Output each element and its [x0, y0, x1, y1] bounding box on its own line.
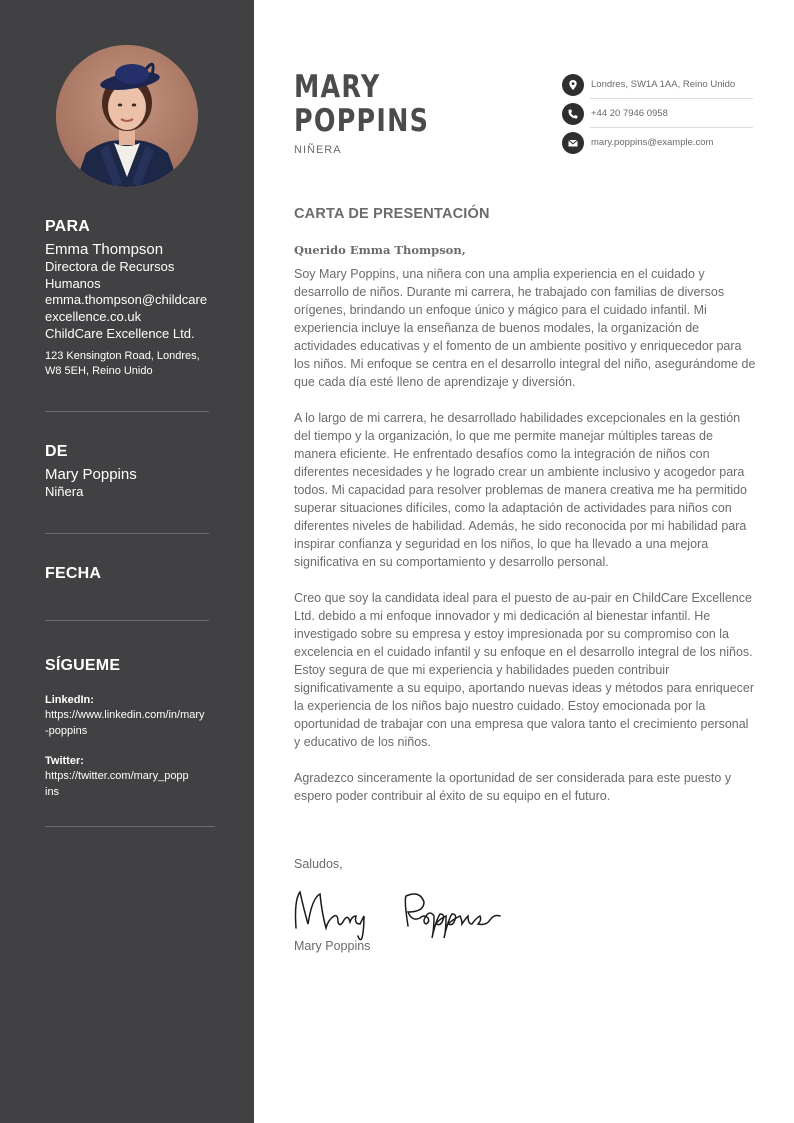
social-heading: SÍGUEME — [45, 657, 121, 674]
paragraph: Soy Mary Poppins, una niñera con una amplia experiencia en el cuidado y desarrollo de niños. Durante mi carrera, he trabajado con familias de diversos orígenes, brindando un enfoque único y mágico para el cuidado infantil. Mi experiencia incluye la enseñanza de buenos modales, la organización de actividades educativas y el fomento de un ambiente positivo y enriquecedor para los niños. Mi enfoque se centra en el desarrollo integral del niño, asegurándome de que cada día esté lleno de aprendizaje y diversión. — [294, 267, 756, 389]
twitter-link-line1[interactable]: https://twitter.com/mary_popp — [45, 770, 189, 782]
recipient-email-line1[interactable]: emma.thompson@childcare — [45, 292, 208, 307]
recipient-title: Directora de Recursos Humanos — [45, 259, 175, 291]
social-section — [45, 657, 215, 800]
recipient-email-line2[interactable]: excellence.co.uk — [45, 308, 142, 324]
twitter-link-line2[interactable]: ins — [45, 785, 60, 798]
contact-address-text: Londres, SW1A 1AA, Reino Unido — [591, 79, 736, 90]
salutation: Querido Emma Thompson, — [294, 243, 466, 257]
avatar — [56, 45, 198, 187]
location-icon — [562, 74, 584, 96]
divider — [45, 533, 209, 534]
paragraph: Agradezco sinceramente la oportunidad de ser considerada para este puesto y espero poder contribuir al éxito de su equipo en el futuro. — [294, 771, 732, 803]
recipient-address: 123 Kensington Road, Londres, W8 5EH, Reino Unido — [45, 349, 200, 377]
linkedin-label: LinkedIn: — [45, 694, 94, 706]
sender-name: Mary Poppins — [45, 466, 137, 483]
name-block — [294, 70, 459, 156]
recipient-heading: PARA — [45, 218, 90, 235]
sender-heading: DE — [45, 443, 68, 460]
date-section — [45, 565, 215, 583]
paragraph: Creo que soy la candidata ideal para el puesto de au-pair en ChildCare Excellence Ltd. debido a mi enfoque innovador y mi dedicación al bienestar infantil. He investigado sobre su empresa y estoy impresionada por su compromiso con la excelencia en el cuidado infantil y su enfoque en el desarrollo integral de los niños. Estoy segura de que mi experiencia y habilidades pueden contribuir significativamente a su equipo, aportando nuevas ideas y métodos para enriquecer la experiencia de los niños bajo nuestro cuidado. Estoy emocionada por la oportunidad de trabajar con una empresa que valora tanto el crecimiento personal y educativo de los niños. — [294, 591, 755, 749]
paragraph: A lo largo de mi carrera, he desarrollado habilidades excepcionales en la gestión del tiempo y la organización, lo que me permite manejar múltiples tareas de manera eficiente. He enfrentado desafíos como la integración de niños con diferentes necesidades y he logrado crear un ambiente inclusivo y acogedor para todos. Mi capacidad para resolver problemas de manera creativa me ha permitido superar situaciones difíciles, como la adaptación de actividades para niños con diferentes niveles de habilidad. Además, he sido reconocida por mi habilidad para inspirar confianza y seguridad en los niños, lo que ha llevado a una mejora significativa en su comportamiento y desarrollo personal. — [294, 411, 748, 569]
contact-phone — [562, 99, 753, 128]
twitter-label: Twitter: — [45, 755, 84, 767]
profile-photo — [56, 45, 198, 187]
contact-phone-text[interactable]: +44 20 7946 0958 — [591, 108, 668, 119]
sender-role: Niñera — [45, 484, 84, 499]
contact-address — [562, 70, 753, 99]
last-name: POPPINS — [294, 103, 430, 139]
phone-icon — [562, 103, 584, 125]
recipient-company: ChildCare Excellence Ltd. — [45, 326, 195, 341]
contact-email — [562, 128, 753, 157]
job-role: NIÑERA — [294, 144, 342, 156]
divider — [45, 411, 209, 412]
recipient-name: Emma Thompson — [45, 241, 164, 258]
contact-email-text[interactable]: mary.poppins@example.com — [591, 137, 714, 148]
divider — [45, 620, 209, 621]
sidebar — [0, 0, 254, 1123]
letter-title: CARTA DE PRESENTACIÓN — [294, 206, 490, 222]
linkedin-link[interactable]: https://www.linkedin.com/in/mary-poppins — [45, 709, 205, 737]
email-icon — [562, 132, 584, 154]
first-name: MARY — [294, 69, 381, 105]
divider — [45, 826, 215, 827]
letter-body — [294, 265, 756, 805]
date-heading: FECHA — [45, 565, 102, 582]
signer-name: Mary Poppins — [294, 939, 371, 953]
closing: Saludos, — [294, 857, 343, 871]
recipient-section — [45, 218, 215, 380]
signature-image — [290, 880, 505, 942]
sender-section — [45, 443, 215, 501]
signature — [290, 880, 505, 947]
